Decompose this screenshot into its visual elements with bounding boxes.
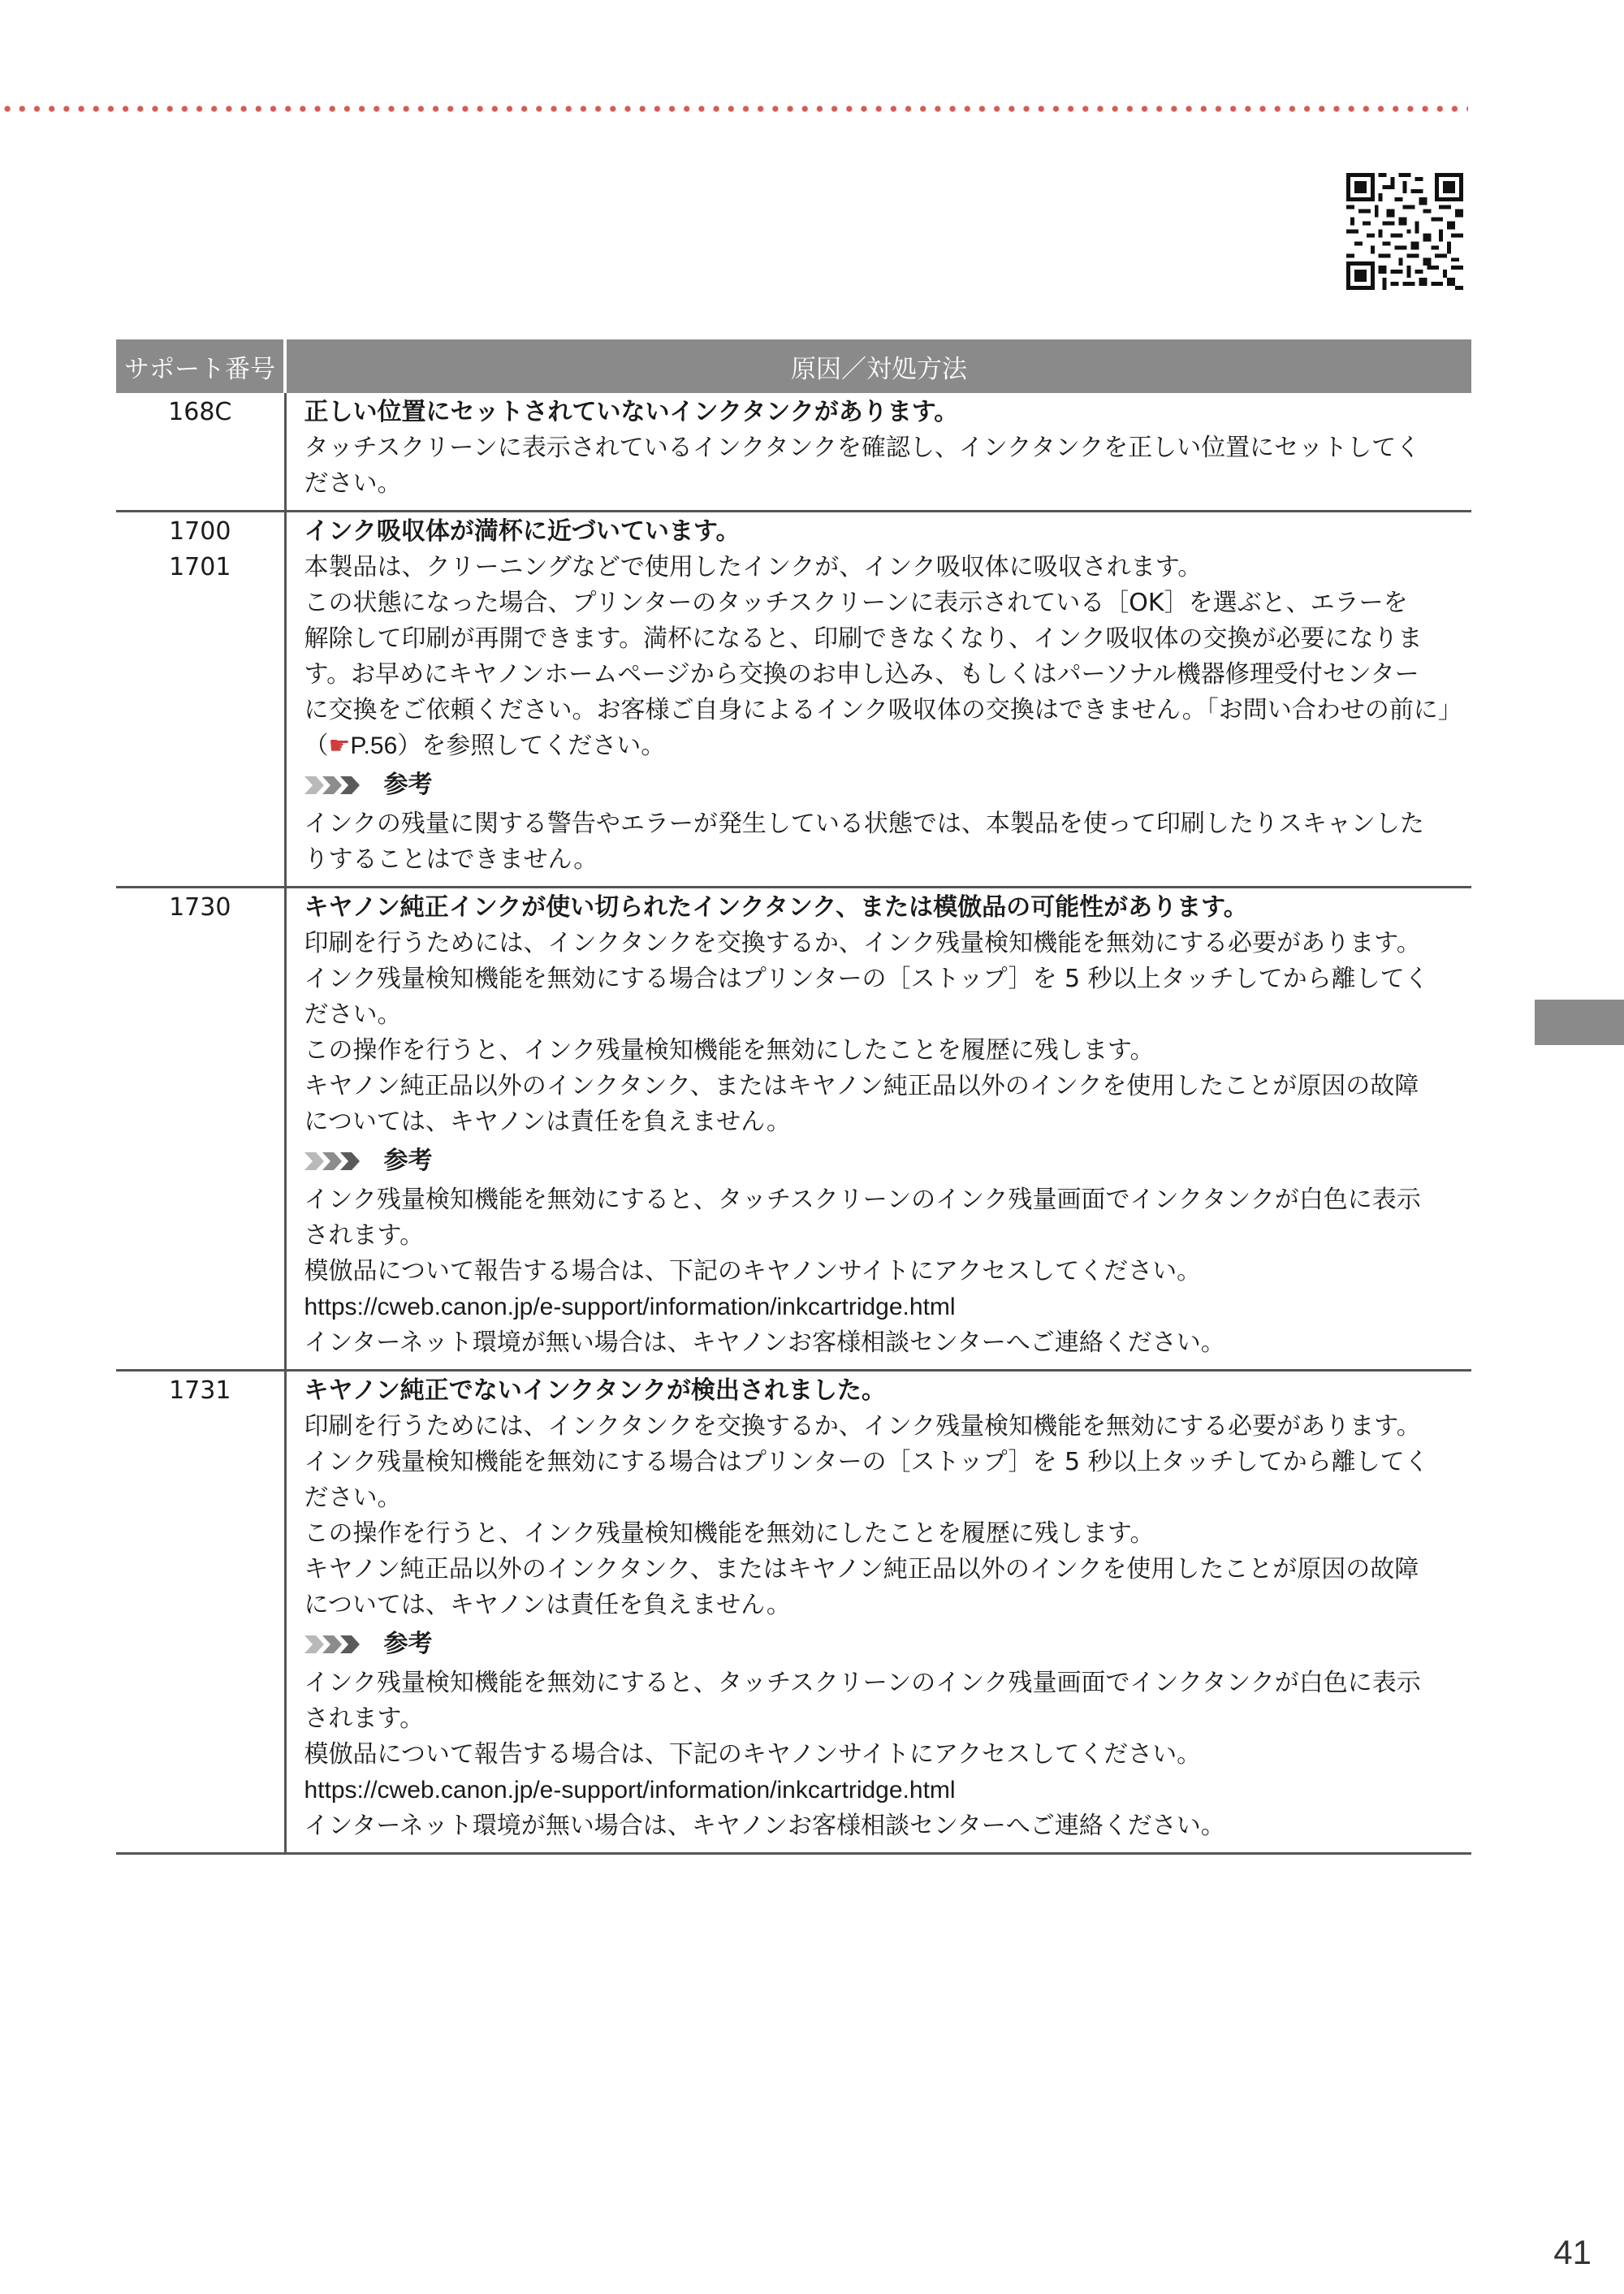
page-number: 41: [1553, 2233, 1592, 2271]
support-code-cell: [116, 512, 285, 888]
body-line: 印刷を行うためには、インクタンクを交換するか、インク残量検知機能を無効にする必要があります。: [304, 1412, 1421, 1441]
dotted-divider: [0, 104, 1468, 114]
body-line: ださい。: [304, 1000, 402, 1029]
note-line: 模倣品について報告する場合は、下記のキヤノンサイトにアクセスしてください。: [304, 1257, 1202, 1285]
error-title: キヤノン純正インクが使い切られたインクタンク、または模倣品の可能性があります。: [304, 893, 1248, 922]
reference-page[interactable]: P.56: [350, 732, 398, 759]
section-side-tab: [1535, 1000, 1624, 1045]
body-line: については、キヤノンは責任を負えません。: [304, 1591, 791, 1619]
header-support-number: サポート番号: [116, 339, 285, 393]
body-line: については、キヤノンは責任を負えません。: [304, 1108, 791, 1136]
body-line: キヤノン純正品以外のインクタンク、またはキヤノン純正品以外のインクを使用したことが原因の故障: [304, 1555, 1419, 1583]
body-line: インク残量検知機能を無効にする場合はプリンターの［ストップ］を 5 秒以上タッチしてから離してく: [304, 965, 1429, 993]
note-arrows-icon: [304, 775, 374, 796]
note-heading: [304, 764, 1461, 806]
note-label: 参考: [383, 1147, 433, 1175]
cause-remedy-cell: [285, 1371, 1471, 1854]
note-line: されます。: [304, 1704, 425, 1733]
support-code: 1731: [169, 1376, 231, 1405]
body-line: この操作を行うと、インク残量検知機能を無効にしたことを履歴に残します。: [304, 1036, 1155, 1065]
table-row: [116, 393, 1471, 512]
support-code-table: [116, 339, 1471, 1855]
support-code: 168C: [168, 398, 232, 426]
note-arrows-icon: [304, 1151, 374, 1172]
reference-arrow-icon: ☛: [328, 732, 351, 760]
header-cause-remedy: 原因／対処方法: [285, 339, 1471, 393]
note-line: されます。: [304, 1221, 425, 1250]
support-url-link[interactable]: https://cweb.canon.jp/e-support/information/inkcartridge.html: [304, 1294, 956, 1320]
support-code: 1700: [169, 517, 231, 546]
body-line: ださい。: [304, 469, 402, 498]
body-line: す。お早めにキヤノンホームページから交換のお申し込み、もしくはパーソナル機器修理受付センター: [304, 660, 1419, 689]
body-line: タッチスクリーンに表示されているインクタンクを確認し、インクタンクを正しい位置にセットしてく: [304, 434, 1421, 462]
body-line: キヤノン純正品以外のインクタンク、またはキヤノン純正品以外のインクを使用したことが原因の故障: [304, 1072, 1419, 1100]
body-line: インク残量検知機能を無効にする場合はプリンターの［ストップ］を 5 秒以上タッチしてから離してく: [304, 1448, 1429, 1476]
note-line: インク残量検知機能を無効にすると、タッチスクリーンのインク残量画面でインクタンクが白色に表示: [304, 1669, 1421, 1697]
support-code: 1701: [169, 553, 231, 581]
support-code-cell: [116, 888, 285, 1371]
body-line: この操作を行うと、インク残量検知機能を無効にしたことを履歴に残します。: [304, 1519, 1155, 1548]
support-code-cell: [116, 1371, 285, 1854]
qr-code: [1346, 173, 1463, 290]
support-code-cell: [116, 393, 285, 512]
error-title: インク吸収体が満杯に近づいています。: [304, 517, 741, 546]
note-line: りすることはできません。: [304, 845, 598, 874]
table-row: [116, 512, 1471, 888]
table-row: [116, 888, 1471, 1371]
cause-remedy-cell: [285, 888, 1471, 1371]
support-url-link[interactable]: https://cweb.canon.jp/e-support/information/inkcartridge.html: [304, 1777, 956, 1804]
ref-close: ）を参照してください。: [397, 732, 666, 760]
support-code: 1730: [169, 893, 231, 922]
note-line: インターネット環境が無い場合は、キヤノンお客様相談センターへご連絡ください。: [304, 1812, 1225, 1840]
body-line: ださい。: [304, 1484, 402, 1512]
note-arrows-icon: [304, 1634, 374, 1655]
error-title: 正しい位置にセットされていないインクタンクがあります。: [304, 398, 959, 426]
note-line: インク残量検知機能を無効にすると、タッチスクリーンのインク残量画面でインクタンクが白色に表示: [304, 1186, 1421, 1214]
ref-open: （: [304, 732, 329, 760]
note-label: 参考: [383, 1630, 433, 1658]
note-line: インターネット環境が無い場合は、キヤノンお客様相談センターへご連絡ください。: [304, 1328, 1225, 1357]
body-line: に交換をご依頼ください。お客様ご自身によるインク吸収体の交換はできません。「お問い合わせの前に」: [304, 696, 1462, 724]
cause-remedy-cell: [285, 512, 1471, 888]
body-line: 解除して印刷が再開できます。満杯になると、印刷できなくなり、インク吸収体の交換が必要になりま: [304, 624, 1423, 653]
body-line: 本製品は、クリーニングなどで使用したインクが、インク吸収体に吸収されます。: [304, 553, 1203, 581]
error-title: キヤノン純正でないインクタンクが検出されました。: [304, 1376, 886, 1405]
note-line: インクの残量に関する警告やエラーが発生している状態では、本製品を使って印刷したりスキャンした: [304, 810, 1424, 838]
note-line: 模倣品について報告する場合は、下記のキヤノンサイトにアクセスしてください。: [304, 1740, 1202, 1769]
note-label: 参考: [383, 771, 433, 799]
page-reference[interactable]: [304, 728, 1461, 764]
table-header-row: [116, 339, 1471, 393]
note-heading: [304, 1623, 1461, 1665]
table-row: [116, 1371, 1471, 1854]
cause-remedy-cell: [285, 393, 1471, 512]
note-heading: [304, 1140, 1461, 1182]
body-line: 印刷を行うためには、インクタンクを交換するか、インク残量検知機能を無効にする必要があります。: [304, 929, 1421, 957]
body-line: この状態になった場合、プリンターのタッチスクリーンに表示されている［OK］を選ぶと、エラーを: [304, 589, 1408, 617]
